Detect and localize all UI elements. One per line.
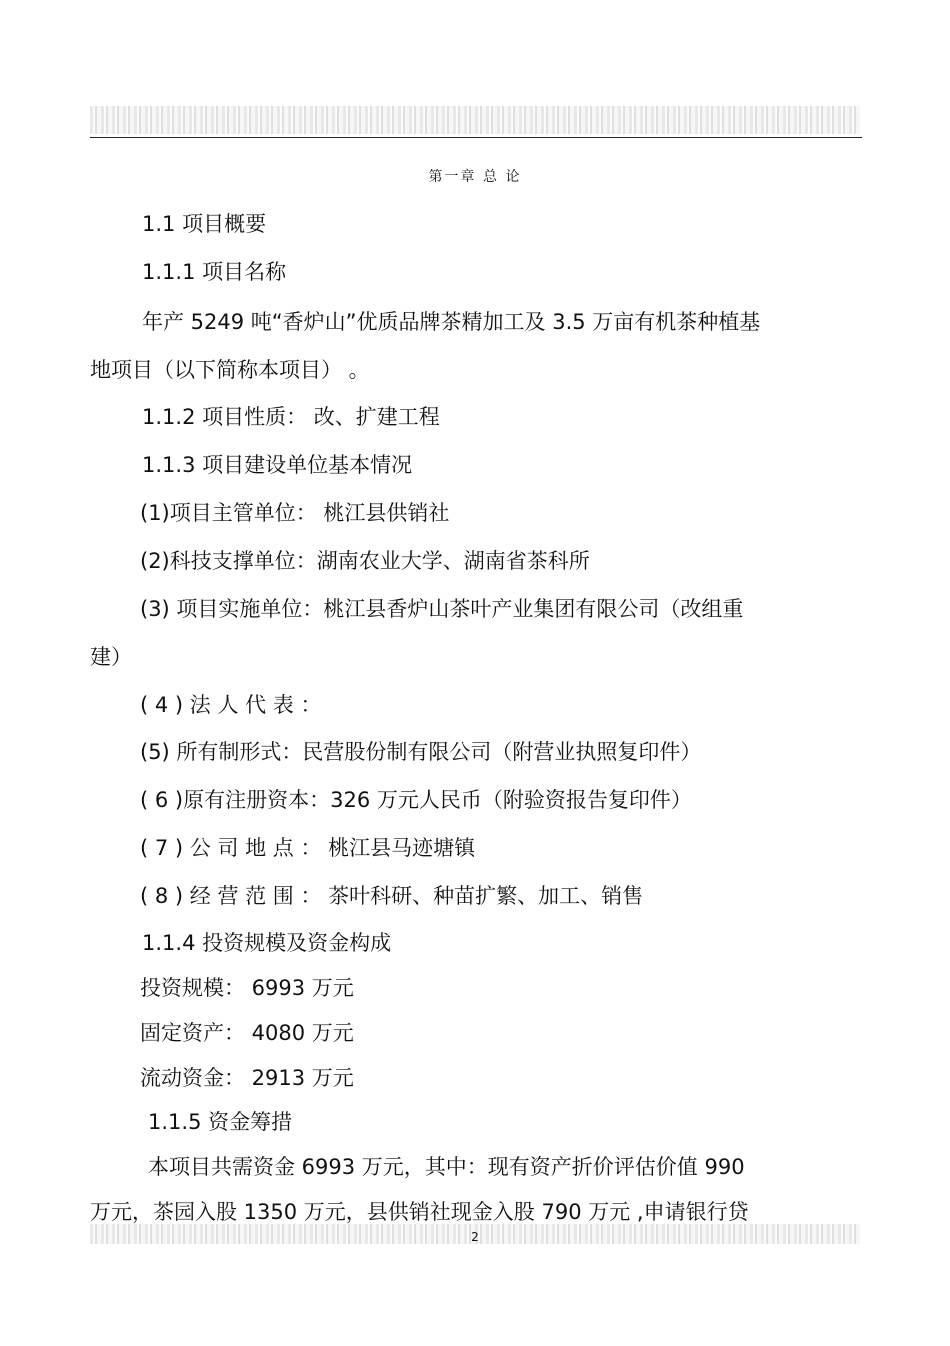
header-scan-noise	[90, 106, 860, 134]
funding-line-1: 本项目共需资金 6993 万元，其中：现有资产折价评估价值 990	[148, 1155, 745, 1179]
fixed-assets: 固定资产： 4080 万元	[140, 1021, 354, 1045]
project-name-line-1: 年产 5249 吨“香炉山”优质品牌茶精加工及 3.5 万亩有机茶种植基	[142, 310, 761, 334]
item-7: ( 7 ) 公 司 地 点 ： 桃江县马迹塘镇	[140, 836, 476, 860]
section-1-1-heading: 1.1 项目概要	[142, 212, 267, 236]
item-6: ( 6 )原有注册资本：326 万元人民币（附验资报告复印件）	[140, 788, 692, 812]
project-name-line-2: 地项目（以下简称本项目） 。	[90, 358, 370, 382]
item-3-line-2: 建）	[90, 645, 132, 669]
page-number: 2	[471, 1230, 479, 1244]
item-2: (2)科技支撑单位：湖南农业大学、湖南省茶科所	[140, 549, 590, 573]
header-rule	[90, 137, 862, 138]
working-capital: 流动资金： 2913 万元	[140, 1066, 354, 1090]
item-8: ( 8 ) 经 营 范 围 ： 茶叶科研、种苗扩繁、加工、销售	[140, 884, 644, 908]
item-4: ( 4 ) 法 人 代 表 ：	[140, 693, 322, 717]
section-1-1-4-heading: 1.1.4 投资规模及资金构成	[142, 931, 392, 955]
section-1-1-3-heading: 1.1.3 项目建设单位基本情况	[142, 453, 413, 477]
section-1-1-1-heading: 1.1.1 项目名称	[142, 260, 287, 284]
section-1-1-2-heading: 1.1.2 项目性质： 改、扩建工程	[142, 405, 440, 429]
chapter-title: 第一章 总 论	[428, 169, 522, 185]
item-3-line-1: (3) 项目实施单位：桃江县香炉山茶叶产业集团有限公司（改组重	[140, 597, 744, 621]
item-5: (5) 所有制形式：民营股份制有限公司（附营业执照复印件）	[140, 740, 702, 764]
investment-scale: 投资规模： 6993 万元	[140, 976, 354, 1000]
item-1: (1)项目主管单位： 桃江县供销社	[140, 501, 450, 525]
section-1-1-5-heading: 1.1.5 资金筹措	[148, 1110, 293, 1134]
funding-line-2: 万元，茶园入股 1350 万元，县供销社现金入股 790 万元 ,申请银行贷	[90, 1200, 749, 1224]
